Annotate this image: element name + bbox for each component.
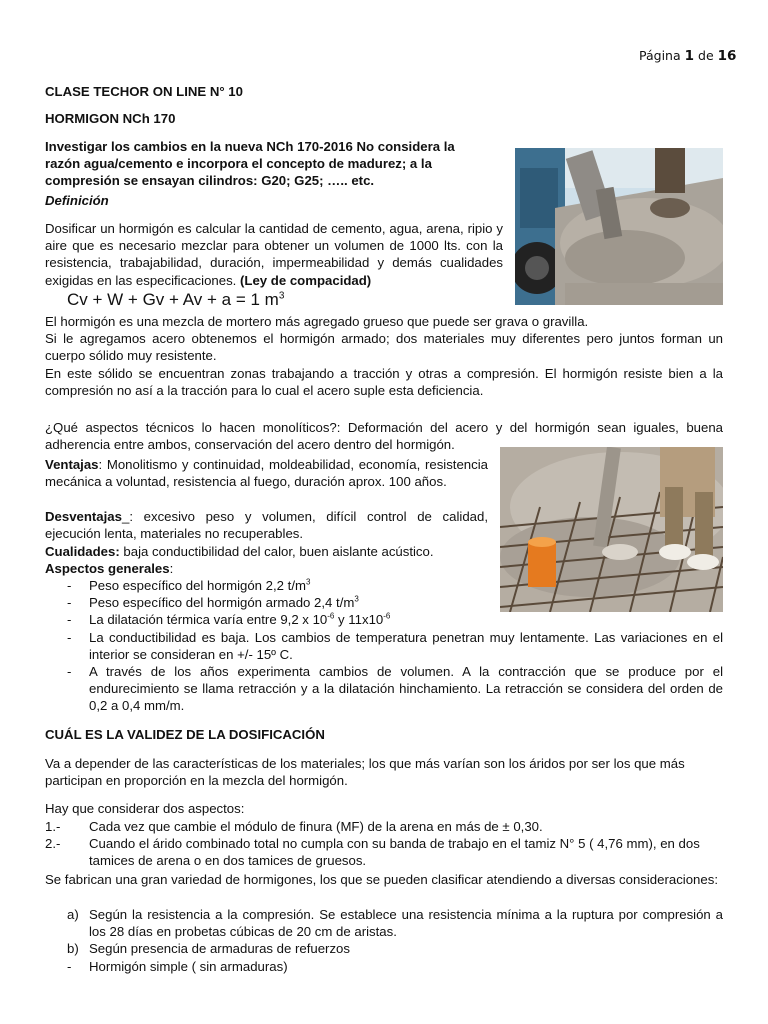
cualidades-label: Cualidades: bbox=[45, 544, 120, 559]
dash-bullet: - bbox=[67, 612, 72, 628]
compacity-formula bbox=[67, 290, 284, 310]
dash-bullet: - bbox=[67, 958, 72, 974]
desventajas-paragraph bbox=[45, 508, 488, 542]
item-text: A través de los años experimenta cambios de volumen. A la contracción que se produce por el endurecimiento se llama retracción y a la dilatación hinchamiento. La retracción se considera del orden de 0,2 a 0,4 mm/m. bbox=[89, 664, 723, 714]
item-text: Según la resistencia a la compresión. Se establece una resistencia mínima a la ruptura por compresión a los 28 días en probetas cúbicas de 20 cm de aristas. bbox=[89, 907, 723, 940]
item-number: 2.- bbox=[45, 836, 61, 852]
item-sup: 3 bbox=[305, 577, 311, 587]
item-text: Peso específico del hormigón armado 2,4 t/m bbox=[89, 595, 355, 611]
formula-text: Cv + W + Gv + Av + a = 1 m bbox=[67, 290, 279, 309]
dash-bullet: - bbox=[67, 664, 72, 680]
alpha-list bbox=[45, 906, 723, 975]
list-item bbox=[45, 835, 715, 869]
desventajas-label: Desventajas bbox=[45, 509, 122, 524]
desventajas-text: _: excesivo peso y volumen, difícil control de calidad, ejecución lenta, materiales no recuperables. bbox=[45, 509, 488, 542]
list-item bbox=[45, 663, 723, 715]
item-text: La conductibilidad es baja. Los cambios de temperatura penetran muy lentamente. Las variaciones en el interior se consideran en +/- 15º C. bbox=[89, 629, 723, 662]
of-word: de bbox=[698, 48, 714, 63]
item-number: 1.- bbox=[45, 819, 61, 834]
item-letter: a) bbox=[67, 907, 79, 922]
formula-exponent: 3 bbox=[278, 290, 285, 302]
item-text: Peso específico del hormigón 2,2 t/m bbox=[89, 578, 306, 593]
monoliticos-paragraph: ¿Qué aspectos técnicos lo hacen monolíticos?: Deformación del acero y del hormigón sean iguales, buena adherencia entre ambos, conservación del acero dentro del hormigón. bbox=[45, 420, 723, 453]
list-item bbox=[45, 629, 723, 663]
dash-bullet: - bbox=[67, 578, 72, 593]
item-sup: -6 bbox=[383, 612, 391, 622]
current-page: 1 bbox=[684, 48, 695, 64]
ventajas-label: Ventajas bbox=[45, 457, 99, 472]
rebar-concrete-illustration bbox=[500, 447, 723, 612]
cualidades-text: baja conductibilidad del calor, buen aislante acústico. bbox=[119, 544, 434, 559]
numbered-list bbox=[45, 818, 715, 870]
va-paragraph: Va a depender de las características de los materiales; los que más varían son los áridos por ser los que más participan en proporción en la mezcla del hormigón. bbox=[45, 756, 685, 789]
ventajas-paragraph bbox=[45, 456, 488, 490]
fabrican-paragraph: Se fabrican una gran variedad de hormigones, los que se pueden clasificar atendiendo a diversas consideraciones: bbox=[45, 872, 718, 887]
intro-paragraph: Investigar los cambios en la nueva NCh 170-2016 No considera la razón agua/cemento e incorpora el concepto de madurez; a la compresión se ensayan cilindros: G20; G25; ….. etc. bbox=[45, 139, 455, 189]
aspectos-colon: : bbox=[169, 561, 174, 576]
list-item bbox=[45, 611, 723, 628]
item-text: Según presencia de armaduras de refuerzos bbox=[89, 941, 350, 957]
acero-paragraph: Si le agregamos acero obtenemos el hormigón armado; dos materiales muy diferentes pero juntos forman un cuerpo sólido muy resistente. bbox=[45, 331, 723, 364]
list-item bbox=[45, 818, 715, 835]
list-item bbox=[45, 958, 723, 975]
aspectos-label: Aspectos generales bbox=[45, 561, 170, 576]
item-text: La dilatación térmica varía entre 9,2 x 10 bbox=[89, 612, 328, 628]
page-number bbox=[639, 47, 736, 65]
rebar-concrete-photo bbox=[500, 447, 723, 612]
item-text: y 11x10 bbox=[334, 612, 384, 628]
definition-paragraph bbox=[45, 220, 503, 289]
item-text: Cada vez que cambie el módulo de finura (MF) de la arena en más de ± 0,30. bbox=[89, 819, 543, 834]
item-sup: -6 bbox=[327, 612, 335, 622]
aspectos-heading bbox=[45, 560, 173, 577]
doc-title: CLASE TECHOR ON LINE N° 10 bbox=[45, 84, 243, 99]
page-word: Página bbox=[639, 48, 681, 63]
hay-paragraph: Hay que considerar dos aspectos: bbox=[45, 801, 245, 816]
concrete-pour-illustration bbox=[515, 148, 723, 305]
total-pages: 16 bbox=[717, 48, 737, 64]
doc-subtitle: HORMIGON NCh 170 bbox=[45, 111, 176, 126]
concrete-pour-photo bbox=[515, 148, 723, 305]
item-text: Cuando el árido combinado total no cumpla con su banda de trabajo en el tamiz N° 5 ( 4,76 mm), en dos tamices de arena o en dos tamices de gruesos. bbox=[89, 836, 700, 869]
solido-paragraph: En este sólido se encuentran zonas trabajando a tracción y otras a compresión. El hormigón resiste bien a la compresión no así a la tracción para lo cual el acero suple esta deficiencia. bbox=[45, 366, 723, 399]
list-item bbox=[45, 906, 723, 940]
item-letter: b) bbox=[67, 941, 79, 957]
dash-bullet: - bbox=[67, 595, 72, 611]
list-item bbox=[45, 940, 723, 957]
dash-bullet: - bbox=[67, 629, 72, 645]
item-text: Hormigón simple ( sin armaduras) bbox=[89, 958, 288, 974]
ventajas-text: : Monolitismo y continuidad, moldeabilidad, economía, resistencia mecánica a voluntad, resistencia al fuego, duración aprox. 100 años. bbox=[45, 457, 488, 490]
cualidades-paragraph bbox=[45, 543, 488, 560]
definition-text: Dosificar un hormigón es calcular la cantidad de cemento, agua, arena, ripio y aire que es necesario mezclar para obtener un volumen de 1000 lts. con la resistencia, trabajabilidad, duración, impermeabilidad y demás cualidades exigidas en las especificaciones. bbox=[45, 221, 503, 288]
compacity-label: (Ley de compacidad) bbox=[240, 272, 372, 288]
item-sup: 3 bbox=[354, 594, 359, 604]
mezcla-paragraph: El hormigón es una mezcla de mortero más agregado grueso que puede ser grava o gravilla. bbox=[45, 314, 589, 329]
definition-heading: Definición bbox=[45, 193, 109, 208]
section-heading: CUÁL ES LA VALIDEZ DE LA DOSIFICACIÓN bbox=[45, 727, 325, 742]
